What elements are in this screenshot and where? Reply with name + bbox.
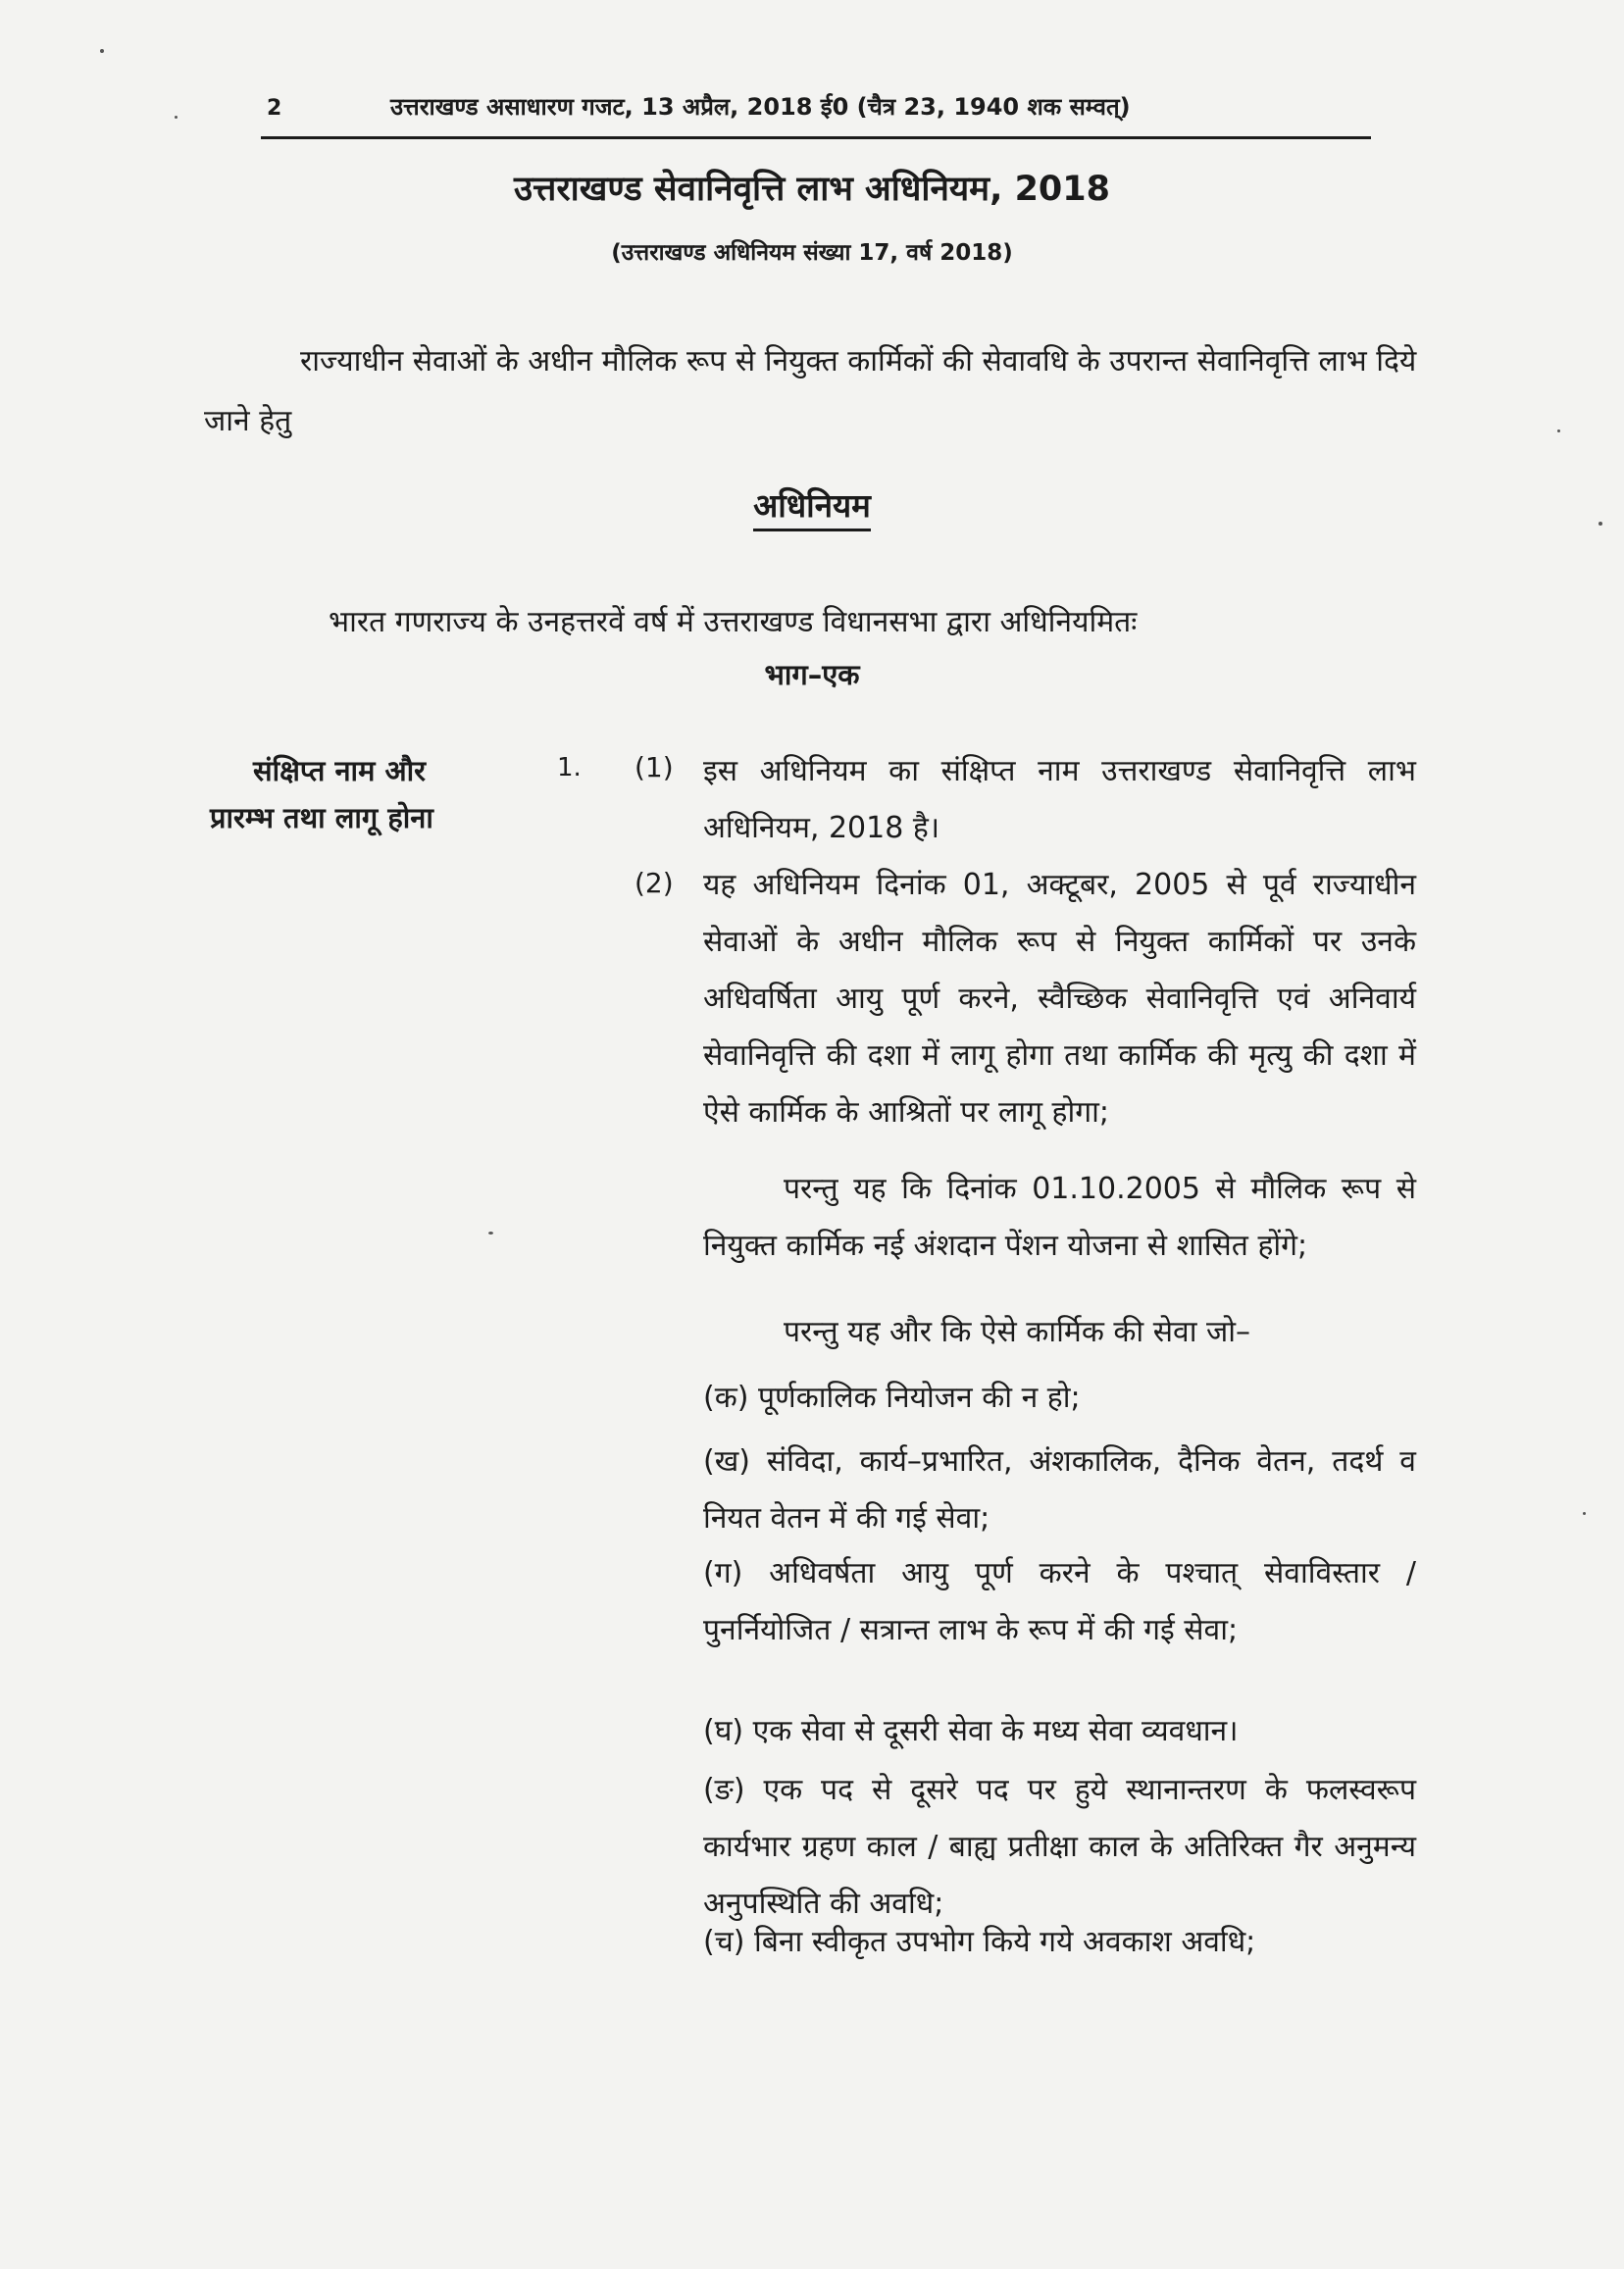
act-heading-text: अधिनियम	[753, 486, 871, 531]
list-item: (ग) अधिवर्षता आयु पूर्ण करने के पश्चात् सेवाविस्तार / पुनर्नियोजित / सत्रान्त लाभ के रूप में की गई सेवा;	[703, 1556, 1416, 1647]
scan-speck	[1557, 429, 1560, 432]
list-item: (ङ) एक पद से दूसरे पद पर हुये स्थानान्तरण के फलस्वरूप कार्यभार ग्रहण काल / बाह्य प्रतीक्षा काल के अतिरिक्त गैर अनुमन्य अनुपस्थिति की अवधि;	[703, 1773, 1416, 1921]
list-item: (ख) संविदा, कार्य–प्रभारित, अंशकालिक, दैनिक वेतन, तदर्थ व नियत वेतन में की गई सेवा;	[703, 1444, 1416, 1536]
list-item: (घ) एक सेवा से दूसरी सेवा के मध्य सेवा व्यवधान।	[703, 1714, 1239, 1748]
section-side-heading	[210, 747, 543, 841]
side-heading-line2: प्रारम्भ तथा लागू होना	[210, 801, 433, 834]
page-number: 2	[267, 96, 282, 121]
scan-speck	[175, 116, 178, 119]
header-rule	[261, 136, 1371, 139]
enacting-clause: भारत गणराज्य के उनहत्तरवें वर्ष में उत्तराखण्ड विधानसभा द्वारा अधिनियमितः	[329, 605, 1138, 639]
act-title: उत्तराखण्ड सेवानिवृत्ति लाभ अधिनियम, 2018	[513, 170, 1110, 209]
side-heading-line1: संक्षिप्त नाम और	[253, 754, 427, 787]
clause-number: (2)	[634, 867, 674, 899]
part-label: भाग–एक	[764, 658, 860, 691]
preamble: राज्याधीन सेवाओं के अधीन मौलिक रूप से नियुक्त कार्मिकों की सेवावधि के उपरान्त सेवानिवृत्ति लाभ दिये जाने हेतु	[204, 344, 1417, 438]
act-heading	[0, 482, 1624, 527]
proviso-1: परन्तु यह कि दिनांक 01.10.2005 से मौलिक रूप से नियुक्त कार्मिक नई अंशदान पेंशन योजना से शासित होंगे;	[703, 1172, 1416, 1263]
scan-speck	[488, 1232, 493, 1235]
clause-1-text: इस अधिनियम का संक्षिप्त नाम उत्तराखण्ड सेवानिवृत्ति लाभ अधिनियम, 2018 है।	[703, 754, 1416, 845]
clause-number: (1)	[634, 751, 674, 783]
scan-speck	[1599, 522, 1602, 526]
section-number: 1.	[557, 753, 582, 782]
act-number-line: (उत्तराखण्ड अधिनियम संख्या 17, वर्ष 2018)	[611, 240, 1013, 266]
list-item: (क) पूर्णकालिक नियोजन की न हो;	[703, 1381, 1081, 1415]
list-item: (च) बिना स्वीकृत उपभोग किये गये अवकाश अवधि;	[703, 1925, 1256, 1959]
clause-2-text: यह अधिनियम दिनांक 01, अक्टूबर, 2005 से पूर्व राज्याधीन सेवाओं के अधीन मौलिक रूप से नियुक्त कार्मिकों पर उनके अधिवर्षिता आयु पूर्ण करने, स्वैच्छिक सेवानिवृत्ति एवं अनिवार्य सेवानिवृत्ति की दशा में लागू होगा तथा कार्मिक की मृत्यु की दशा में ऐसे कार्मिक के आश्रितों पर लागू होगा;	[703, 868, 1416, 1130]
scan-speck	[100, 49, 104, 53]
scan-speck	[1583, 1512, 1586, 1515]
running-header: उत्तराखण्ड असाधारण गजट, 13 अप्रैल, 2018 ई0 (चैत्र 23, 1940 शक सम्वत्)	[390, 93, 1131, 121]
proviso-2: परन्तु यह और कि ऐसे कार्मिक की सेवा जो–	[784, 1315, 1251, 1349]
